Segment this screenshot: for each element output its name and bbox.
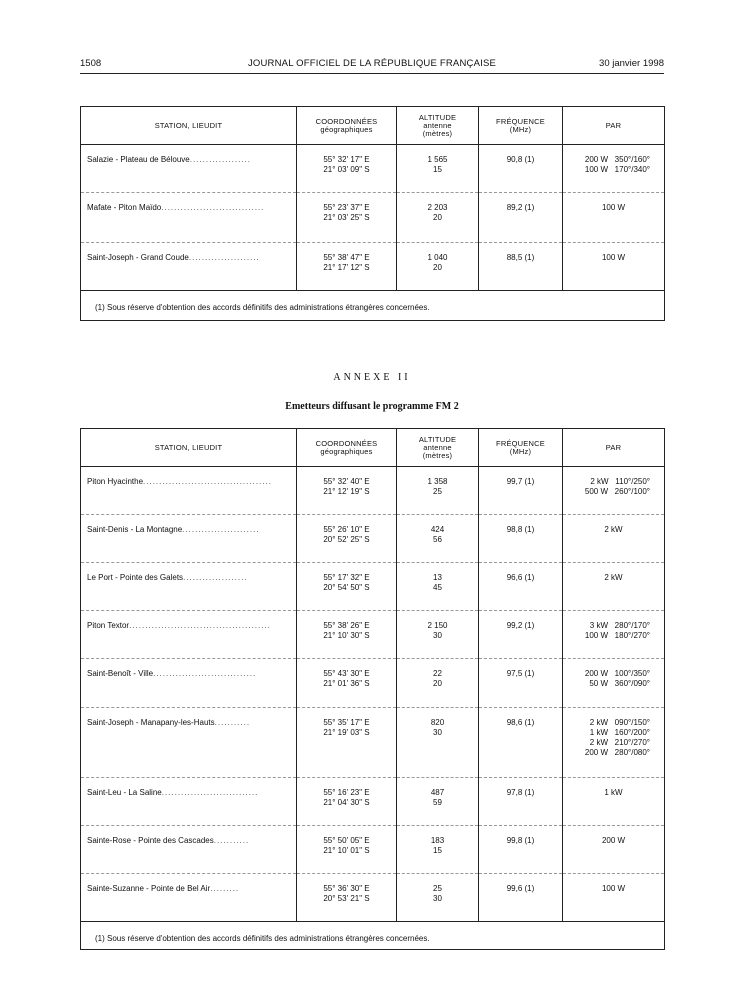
station-name: Saint-Denis - La Montagne: [87, 525, 183, 534]
altitude-cell: [397, 659, 479, 708]
altitude-value: 1 358: [427, 477, 448, 486]
page-header: [80, 58, 664, 72]
coordinate-value: 55° 50' 05" E: [323, 836, 370, 845]
power-value: 2 kW: [604, 525, 623, 534]
power-value: 100 W 180°/270°: [584, 631, 650, 640]
coordinate-value: 21° 10' 01" S: [323, 846, 370, 855]
power-value: 2 kW 110°/250°: [590, 477, 650, 486]
power-cell: [563, 145, 665, 193]
coordinates-cell: [297, 826, 397, 874]
altitude-value: 15: [433, 165, 442, 174]
coordinate-value: 21° 19' 03" S: [323, 728, 370, 737]
leader-dots: ......................: [188, 253, 260, 262]
station-cell: [81, 659, 297, 708]
coordinates-cell: [297, 243, 397, 291]
leader-dots: ................................: [153, 669, 257, 678]
col-header-frequency: FRÉQUENCE (MHz): [479, 429, 563, 467]
coordinates-cell: [297, 193, 397, 243]
altitude-value: 22: [433, 669, 442, 678]
station-cell: [81, 826, 297, 874]
leader-dots: .........: [210, 884, 240, 893]
altitude-value: 59: [433, 798, 442, 807]
coordinate-value: 55° 32' 17" E: [323, 155, 370, 164]
table-row: [81, 243, 665, 291]
altitude-value: 820: [430, 718, 445, 727]
table-row: [81, 826, 665, 874]
power-value: 3 kW 280°/170°: [589, 621, 650, 630]
altitude-cell: [397, 193, 479, 243]
altitude-cell: [397, 611, 479, 659]
power-cell: [563, 193, 665, 243]
coordinate-value: 55° 32' 40" E: [323, 477, 370, 486]
leader-dots: ............................................: [129, 621, 271, 630]
station-name: Salazie - Plateau de Bélouve: [87, 155, 190, 164]
power-value: 2 kW: [604, 573, 623, 582]
station-name: Saint-Benoît - Ville: [87, 669, 154, 678]
table-row: [81, 145, 665, 193]
altitude-value: 30: [433, 894, 442, 903]
coordinate-value: 55° 16' 23" E: [323, 788, 370, 797]
coordinates-cell: [297, 708, 397, 778]
power-value: 100 W: [601, 884, 626, 893]
power-value: 1 kW: [604, 788, 623, 797]
altitude-cell: [397, 826, 479, 874]
altitude-cell: [397, 145, 479, 193]
power-cell: [563, 243, 665, 291]
footnote: (1) Sous réserve d'obtention des accords définitifs des administrations étrangères concernées.: [81, 922, 665, 950]
issue-date: 30 janvier 1998: [599, 58, 664, 69]
coordinates-cell: [297, 563, 397, 611]
altitude-cell: [397, 708, 479, 778]
coordinates-cell: [297, 611, 397, 659]
col-header-coords: COORDONNÉES géographiques: [297, 429, 397, 467]
table-row: [81, 778, 665, 826]
frequency-cell: 98,8 (1): [479, 515, 563, 563]
coordinates-cell: [297, 467, 397, 515]
power-value: 100 W 170°/340°: [584, 165, 650, 174]
power-cell: [563, 611, 665, 659]
frequency-cell: 96,6 (1): [479, 563, 563, 611]
station-name: Sainte-Rose - Pointe des Cascades: [87, 836, 214, 845]
power-value: 50 W 360°/090°: [589, 679, 650, 688]
coordinate-value: 55° 35' 17" E: [323, 718, 370, 727]
coordinate-value: 21° 03' 25" S: [323, 213, 370, 222]
coordinates-cell: [297, 659, 397, 708]
altitude-value: 20: [433, 213, 442, 222]
frequency-cell: 88,5 (1): [479, 243, 563, 291]
altitude-value: 45: [433, 583, 442, 592]
altitude-value: 20: [433, 679, 442, 688]
coordinates-cell: [297, 515, 397, 563]
station-cell: [81, 467, 297, 515]
power-value: 200 W: [601, 836, 626, 845]
altitude-cell: [397, 243, 479, 291]
coordinate-value: 55° 38' 47" E: [323, 253, 370, 262]
power-value: 100 W: [601, 203, 626, 212]
altitude-value: 1 565: [427, 155, 448, 164]
power-value: 2 kW 090°/150°: [589, 718, 650, 727]
coordinate-value: 55° 26' 10" E: [323, 525, 370, 534]
coordinate-value: 55° 17' 32" E: [323, 573, 370, 582]
station-cell: [81, 778, 297, 826]
table-row: [81, 659, 665, 708]
altitude-value: 1 040: [427, 253, 448, 262]
leader-dots: ...........: [214, 718, 251, 727]
leader-dots: ...................: [189, 155, 251, 164]
header-rule: [80, 73, 664, 74]
col-header-par: PAR: [563, 107, 665, 145]
col-header-frequency: FRÉQUENCE (MHz): [479, 107, 563, 145]
station-name: Le Port - Pointe des Galets: [87, 573, 184, 582]
coordinate-value: 55° 23' 37" E: [323, 203, 370, 212]
coordinates-cell: [297, 145, 397, 193]
annexe-subtitle: Emetteurs diffusant le programme FM 2: [285, 401, 459, 412]
transmitter-table-2: [80, 428, 665, 950]
frequency-cell: 99,6 (1): [479, 874, 563, 922]
coordinate-value: 21° 04' 30" S: [323, 798, 370, 807]
coordinate-value: 20° 54' 50" S: [323, 583, 370, 592]
station-name: Piton Hyacinthe: [87, 477, 144, 486]
power-cell: [563, 708, 665, 778]
coordinates-cell: [297, 778, 397, 826]
coordinate-value: 55° 43' 30" E: [323, 669, 370, 678]
leader-dots: ....................: [183, 573, 248, 582]
col-header-par: PAR: [563, 429, 665, 467]
coordinate-value: 21° 01' 36" S: [323, 679, 370, 688]
coordinate-value: 21° 12' 19" S: [323, 487, 370, 496]
station-cell: [81, 243, 297, 291]
transmitter-table-1: [80, 106, 665, 321]
table-row: [81, 467, 665, 515]
station-name: Saint-Joseph - Manapany-les-Hauts: [87, 718, 215, 727]
altitude-value: 15: [433, 846, 442, 855]
altitude-value: 424: [430, 525, 445, 534]
altitude-cell: [397, 515, 479, 563]
coordinates-cell: [297, 874, 397, 922]
altitude-cell: [397, 778, 479, 826]
station-name: Saint-Joseph - Grand Coude: [87, 253, 189, 262]
station-cell: [81, 563, 297, 611]
altitude-cell: [397, 563, 479, 611]
station-cell: [81, 611, 297, 659]
power-value: 1 kW 160°/200°: [589, 728, 650, 737]
power-value: 100 W: [601, 253, 626, 262]
power-cell: [563, 467, 665, 515]
power-cell: [563, 778, 665, 826]
table-row: [81, 611, 665, 659]
coordinate-value: 21° 03' 09" S: [323, 165, 370, 174]
altitude-value: 2 203: [427, 203, 448, 212]
page-number: 1508: [80, 58, 102, 69]
frequency-cell: 97,8 (1): [479, 778, 563, 826]
power-value: 200 W 280°/080°: [584, 748, 650, 757]
frequency-cell: 89,2 (1): [479, 193, 563, 243]
station-cell: [81, 515, 297, 563]
power-cell: [563, 874, 665, 922]
frequency-cell: 99,8 (1): [479, 826, 563, 874]
leader-dots: ..............................: [161, 788, 259, 797]
leader-dots: ...........: [213, 836, 250, 845]
altitude-cell: [397, 467, 479, 515]
leader-dots: ................................: [161, 203, 265, 212]
leader-dots: ........................................: [143, 477, 272, 486]
altitude-value: 25: [433, 884, 442, 893]
col-header-altitude: ALTITUDE antenne (mètres): [397, 429, 479, 467]
power-cell: [563, 659, 665, 708]
power-value: 500 W 260°/100°: [584, 487, 650, 496]
station-cell: [81, 193, 297, 243]
power-value: 200 W 350°/160°: [584, 155, 650, 164]
coordinate-value: 21° 10' 30" S: [323, 631, 370, 640]
frequency-cell: 99,2 (1): [479, 611, 563, 659]
station-name: Mafate - Piton Maïdo: [87, 203, 162, 212]
col-header-station: STATION, LIEUDIT: [81, 107, 297, 145]
altitude-value: 30: [433, 728, 442, 737]
station-name: Sainte-Suzanne - Pointe de Bel Air: [87, 884, 211, 893]
station-name: Saint-Leu - La Saline: [87, 788, 162, 797]
col-header-coords: COORDONNÉES géographiques: [297, 107, 397, 145]
station-cell: [81, 145, 297, 193]
coordinate-value: 55° 38' 26" E: [323, 621, 370, 630]
power-value: 200 W 100°/350°: [584, 669, 650, 678]
table-row: [81, 708, 665, 778]
station-cell: [81, 874, 297, 922]
coordinate-value: 20° 53' 21" S: [323, 894, 370, 903]
altitude-value: 2 150: [427, 621, 448, 630]
power-cell: [563, 563, 665, 611]
power-value: 2 kW 210°/270°: [589, 738, 650, 747]
altitude-cell: [397, 874, 479, 922]
altitude-value: 183: [430, 836, 445, 845]
leader-dots: ........................: [182, 525, 260, 534]
table-row: [81, 563, 665, 611]
frequency-cell: 99,7 (1): [479, 467, 563, 515]
power-cell: [563, 826, 665, 874]
col-header-station: STATION, LIEUDIT: [81, 429, 297, 467]
station-name: Piton Textor: [87, 621, 130, 630]
table-row: [81, 874, 665, 922]
coordinate-value: 21° 17' 12" S: [323, 263, 370, 272]
frequency-cell: 97,5 (1): [479, 659, 563, 708]
altitude-value: 20: [433, 263, 442, 272]
station-cell: [81, 708, 297, 778]
altitude-value: 30: [433, 631, 442, 640]
coordinate-value: 55° 36' 30" E: [323, 884, 370, 893]
frequency-cell: 90,8 (1): [479, 145, 563, 193]
journal-title: JOURNAL OFFICIEL DE LA RÉPUBLIQUE FRANÇAISE: [247, 58, 497, 69]
coordinate-value: 20° 52' 25" S: [323, 535, 370, 544]
altitude-value: 25: [433, 487, 442, 496]
annexe-title: ANNEXE II: [333, 372, 411, 383]
power-cell: [563, 515, 665, 563]
frequency-cell: 98,6 (1): [479, 708, 563, 778]
footnote: (1) Sous réserve d'obtention des accords définitifs des administrations étrangères concernées.: [81, 291, 665, 321]
altitude-value: 13: [433, 573, 442, 582]
col-header-altitude: ALTITUDE antenne (mètres): [397, 107, 479, 145]
table-row: [81, 193, 665, 243]
altitude-value: 56: [433, 535, 442, 544]
table-row: [81, 515, 665, 563]
altitude-value: 487: [430, 788, 445, 797]
